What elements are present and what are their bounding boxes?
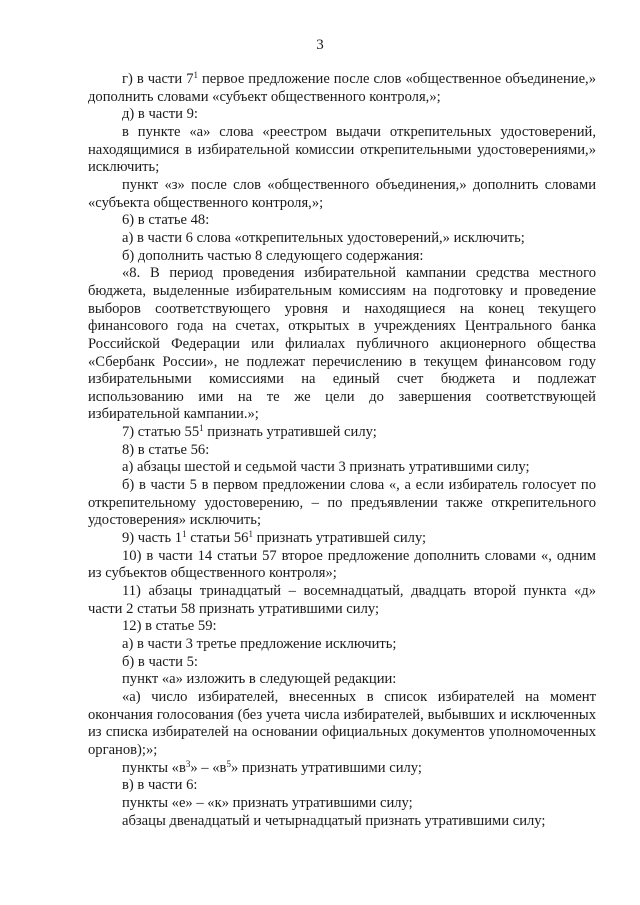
paragraph [88, 71, 596, 106]
text-run: в пункте «а» слова «реестром выдачи открепительных удостоверений, находящимися в избирательной комиссии открепительными удостоверениями,» исключить; [88, 123, 596, 176]
paragraph [88, 177, 596, 212]
text-run: 12) в статье 59: [122, 618, 217, 635]
paragraph [88, 689, 596, 760]
text-run: пункты «е» – «к» признать утратившими силу; [122, 794, 413, 811]
superscript: 1 [248, 529, 253, 540]
text-run: 9) часть 1 [122, 530, 183, 547]
document-body [88, 71, 596, 830]
paragraph [88, 777, 596, 795]
paragraph [88, 212, 596, 230]
superscript: 1 [193, 70, 198, 80]
paragraph [88, 618, 596, 636]
text-run: «8. В период проведения избирательной кампании средства местного бюджета, выделенные избирательным комиссиям на подготовку и проведение выборов соответствующего уровня и находящиеся на конец текущего финансового года на счетах, открытых в учреждениях Центрального банка Российской Федерации или филиалах публичного акционерного общества «Сбербанк России», не подлежат перечислению в текущем финансовом году избирательными комиссиями на единый счет бюджета и подлежат использованию ими на те же цели до завершения соответствующей избирательной кампании.»; [88, 265, 596, 423]
text-run: пункт «а» изложить в следующей редакции: [122, 671, 397, 688]
paragraph [88, 230, 596, 248]
text-run: признать утратившей силу; [252, 530, 427, 547]
text-run: абзацы двенадцатый и четырнадцатый признать утратившими силу; [122, 812, 546, 829]
text-run: а) в части 6 слова «открепительных удостоверений,» исключить; [122, 229, 525, 246]
text-run: в) в части 6: [122, 777, 198, 794]
superscript: 1 [199, 423, 204, 434]
text-run: пункт «з» после слов «общественного объединения,» дополнить словами «субъекта общественного контроля,»; [88, 176, 596, 211]
paragraph [88, 442, 596, 460]
text-run: а) абзацы шестой и седьмой части 3 признать утратившими силу; [122, 459, 530, 476]
text-run: » признать утратившими силу; [230, 759, 422, 776]
text-run: г) в части 7 [122, 71, 194, 87]
paragraph [88, 124, 596, 177]
text-run: первое предложение после слов «общественное объединение,» дополнить словами «субъект общественного контроля,»; [88, 71, 596, 105]
text-run: б) дополнить частью 8 следующего содержания: [122, 247, 424, 264]
text-run: «а) число избирателей, внесенных в список избирателей на момент окончания голосования (без учета числа избирателей, выбывших и исключенных из списка избирателей на основании официальных документов уполномоченных органов);»; [88, 688, 596, 758]
paragraph [88, 530, 596, 548]
text-run: 10) в части 14 статьи 57 второе предложение дополнить словами «, одним из субъектов общественного контроля»; [88, 547, 596, 582]
text-run: статьи 56 [186, 530, 249, 547]
text-run: 7) статью 55 [122, 424, 200, 441]
paragraph [88, 813, 596, 831]
page-number: 3 [316, 37, 324, 53]
paragraph [88, 265, 596, 424]
paragraph [88, 760, 596, 778]
text-run: б) в части 5 в первом предложении слова «, а если избиратель голосует по открепительному удостоверению, – по предъявлении также открепительного удостоверения» исключить; [88, 477, 596, 529]
paragraph [88, 548, 596, 583]
paragraph [88, 654, 596, 672]
paragraph [88, 477, 596, 530]
text-run: а) в части 3 третье предложение исключить; [122, 636, 397, 652]
superscript: 3 [185, 758, 191, 769]
text-run: » – «в [190, 759, 227, 776]
paragraph [88, 459, 596, 477]
paragraph [88, 671, 596, 689]
text-run: 6) в статье 48: [122, 212, 210, 229]
text-run: д) в части 9: [122, 106, 198, 123]
text-run: признать утратившей силу; [203, 424, 377, 441]
paragraph [88, 106, 596, 124]
paragraph [88, 248, 596, 266]
paragraph [88, 636, 596, 654]
superscript: 5 [226, 758, 231, 769]
text-run: б) в части 5: [122, 653, 198, 670]
text-run: пункты «в [122, 759, 186, 776]
paragraph [88, 795, 596, 813]
superscript: 1 [182, 529, 187, 540]
paragraph [88, 583, 596, 618]
text-run: 8) в статье 56: [122, 441, 210, 458]
paragraph [88, 424, 596, 442]
text-run: 11) абзацы тринадцатый – восемнадцатый, двадцать второй пункта «д» части 2 статьи 58 признать утратившими силу; [88, 583, 596, 617]
